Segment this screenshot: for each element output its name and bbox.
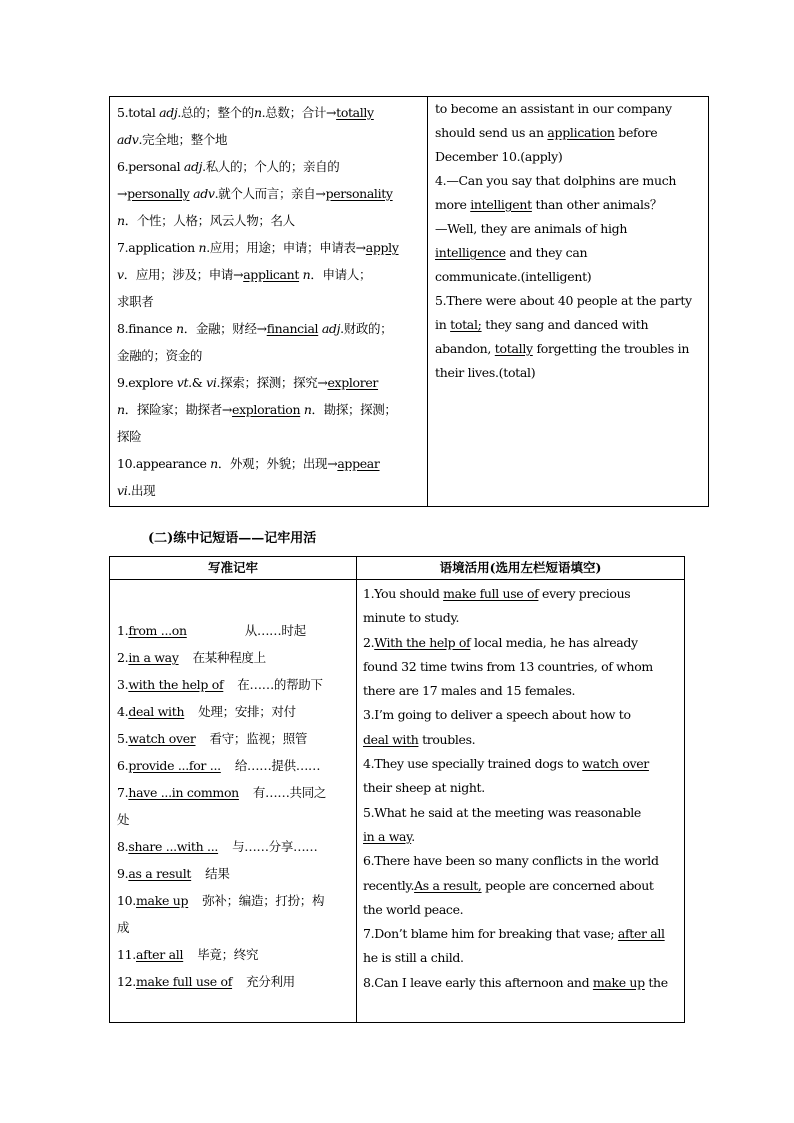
word-family-line xyxy=(117,99,423,126)
context-line xyxy=(435,193,702,217)
text-run: .完全地；整个地 xyxy=(138,132,228,147)
text-run: .总的；整个的 xyxy=(177,105,254,120)
section-heading: (二)练中记短语——记牢用活 xyxy=(148,531,317,546)
context-exercise-lines xyxy=(435,97,702,385)
context-line xyxy=(435,241,702,265)
text-run: they sang and danced with xyxy=(481,317,649,332)
part-of-speech: adv xyxy=(193,186,215,201)
answer-blank: totally xyxy=(336,105,374,120)
vocabulary-table xyxy=(109,96,709,507)
text-run: ．探险家；勘探者→ xyxy=(124,402,233,417)
text-run: 金融的；资金的 xyxy=(117,348,203,363)
word-family-line xyxy=(117,288,423,315)
word-family-column xyxy=(110,97,428,507)
phrase-item xyxy=(117,779,352,806)
answer-blank: total; xyxy=(450,317,482,332)
phrase-answer: as a result xyxy=(128,866,192,881)
text-run: 4.They use specially trained dogs to xyxy=(363,756,583,772)
text-run: to become an assistant in our company xyxy=(435,101,672,116)
phrase-context-line xyxy=(363,801,678,825)
text-run: 2. xyxy=(363,634,375,650)
word-family-line xyxy=(117,423,423,450)
text-run: 9.explore xyxy=(117,375,177,390)
phrase-meaning: 成 xyxy=(117,920,130,935)
answer-blank: apply xyxy=(365,240,399,255)
part-of-speech: vi xyxy=(206,375,217,390)
text-run: 7.Don’t blame him for breaking that vase; xyxy=(363,926,618,942)
answer-blank: appear xyxy=(337,456,380,471)
word-family-line xyxy=(117,234,423,261)
phrase-answer: with the help of xyxy=(128,677,224,692)
text-run: there are 17 males and 15 females. xyxy=(363,683,576,699)
text-run: 1.You should xyxy=(363,586,444,601)
phrase-meaning: 毕竟；终究 xyxy=(197,947,259,962)
context-line xyxy=(435,97,702,121)
phrase-meaning: 给……提供…… xyxy=(234,758,321,773)
text-run: .探索；探测；探究→ xyxy=(216,375,328,390)
phrase-table-header-right: 语境活用(选用左栏短语填空) xyxy=(357,557,685,580)
context-line xyxy=(435,289,702,313)
phrase-answer: deal with xyxy=(128,704,185,719)
phrase-context-line xyxy=(363,898,678,922)
part-of-speech: n xyxy=(210,456,218,471)
phrase-meaning: 处 xyxy=(117,812,130,827)
part-of-speech: n xyxy=(303,402,312,417)
text-run: should send us an xyxy=(435,125,548,140)
phrase-context-line xyxy=(363,606,678,630)
text-run: troubles. xyxy=(418,731,476,747)
phrase-list xyxy=(117,617,352,995)
text-run: local media, he has already xyxy=(470,634,638,650)
context-line xyxy=(435,217,702,241)
phrase-item xyxy=(117,698,352,725)
phrase-context-line xyxy=(363,971,678,995)
answer-blank: exploration xyxy=(232,402,301,417)
text-run: in xyxy=(435,317,451,332)
text-run: .总数；合计→ xyxy=(261,105,337,120)
text-run: .就个人而言；亲自→ xyxy=(214,186,326,201)
context-line xyxy=(435,121,702,145)
word-family-line xyxy=(117,450,423,477)
word-family-line xyxy=(117,126,423,153)
part-of-speech: n xyxy=(302,267,311,282)
phrase-number: 12. xyxy=(117,974,136,989)
phrase-item xyxy=(117,968,352,995)
text-run: more xyxy=(435,197,471,212)
word-family-line xyxy=(117,207,423,234)
answer-blank: intelligence xyxy=(435,245,506,260)
text-run: .应用；用途；申请；申请表→ xyxy=(206,240,366,255)
word-family-line xyxy=(117,477,423,504)
text-run: .出现 xyxy=(127,483,156,498)
phrase-number: 6. xyxy=(117,758,129,773)
phrase-item xyxy=(117,617,352,644)
word-family-line xyxy=(117,153,423,180)
phrase-item xyxy=(117,725,352,752)
phrase-item xyxy=(117,806,352,833)
text-run: before xyxy=(614,125,658,140)
text-run: 10.appearance xyxy=(117,456,211,471)
answer-blank: financial xyxy=(266,321,319,336)
text-run: their lives.(total) xyxy=(435,365,536,380)
answer-blank: application xyxy=(547,125,615,140)
phrase-number: 5. xyxy=(117,731,129,746)
word-family-line xyxy=(117,180,423,207)
word-family-line xyxy=(117,315,423,342)
word-family-lines xyxy=(117,99,423,504)
phrase-context-line xyxy=(363,703,678,727)
text-run: .财政的； xyxy=(340,321,393,336)
phrase-meaning: 充分利用 xyxy=(246,974,295,989)
context-line xyxy=(435,337,702,361)
word-family-line xyxy=(117,396,423,423)
answer-blank: after all xyxy=(617,926,665,942)
part-of-speech: adj xyxy=(159,105,178,120)
answer-blank: in a way xyxy=(363,828,412,844)
phrase-meaning: 弥补；编造；打扮；构 xyxy=(202,893,325,908)
phrase-answer: have ...in common xyxy=(128,785,239,800)
text-run: and they can xyxy=(505,245,588,260)
phrase-context-line xyxy=(363,922,678,946)
word-family-line xyxy=(117,342,423,369)
phrase-meaning: 看守；监视；照管 xyxy=(209,731,308,746)
text-run: their sheep at night. xyxy=(363,780,485,796)
text-run: the world peace. xyxy=(363,901,464,917)
phrase-item xyxy=(117,941,352,968)
phrase-number: 4. xyxy=(117,704,129,719)
text-run: 8.Can I leave early this afternoon and xyxy=(363,974,593,990)
text-run: 8.finance xyxy=(117,321,176,336)
phrase-context-line xyxy=(363,655,678,679)
phrase-context-column xyxy=(357,580,685,1023)
text-run: abandon, xyxy=(435,341,495,356)
phrase-context-lines xyxy=(363,582,678,995)
context-line xyxy=(435,265,702,289)
phrase-number: 8. xyxy=(117,839,129,854)
phrase-item xyxy=(117,914,352,941)
phrase-answer: watch over xyxy=(128,731,196,746)
answer-blank: With the help of xyxy=(374,634,471,650)
phrase-context-line xyxy=(363,776,678,800)
part-of-speech: v xyxy=(117,267,124,282)
phrase-context-line xyxy=(363,825,678,849)
text-run: he is still a child. xyxy=(363,950,464,966)
answer-blank: intelligent xyxy=(470,197,532,212)
text-run: .& xyxy=(188,375,207,390)
text-run: recently. xyxy=(363,877,415,893)
part-of-speech: adj xyxy=(183,159,203,174)
phrase-item xyxy=(117,644,352,671)
text-run: 5.What he said at the meeting was reasonable xyxy=(363,804,641,820)
part-of-speech: n xyxy=(117,402,125,417)
text-run: ．外观；外貌；出现→ xyxy=(217,456,338,471)
phrase-meaning: 在……的帮助下 xyxy=(237,677,323,692)
phrase-context-line xyxy=(363,849,678,873)
text-run: minute to study. xyxy=(363,610,460,626)
part-of-speech: vt xyxy=(176,375,189,390)
phrase-answer: after all xyxy=(135,947,184,962)
phrase-table xyxy=(109,556,685,1023)
text-run: 求职者 xyxy=(117,294,154,309)
context-line xyxy=(435,145,702,169)
text-run: 5.There were about 40 people at the party xyxy=(435,293,692,308)
answer-blank: applicant xyxy=(243,267,300,282)
text-run: the xyxy=(644,974,668,990)
phrase-meaning: 有……共同之 xyxy=(252,785,327,800)
answer-blank: explorer xyxy=(327,375,379,390)
context-line xyxy=(435,361,702,385)
text-run: . xyxy=(411,828,415,844)
text-run: —Well, they are animals of high xyxy=(435,221,628,236)
text-run: ．申请人； xyxy=(310,267,372,282)
phrase-context-line xyxy=(363,874,678,898)
part-of-speech: adj xyxy=(321,321,341,336)
phrase-item xyxy=(117,887,352,914)
phrase-meaning: 从……时起 xyxy=(244,623,306,638)
phrase-context-line xyxy=(363,728,678,752)
text-run: 4.—Can you say that dolphins are much xyxy=(435,173,677,188)
part-of-speech: vi xyxy=(117,483,128,498)
phrase-table-header-left: 写准记牢 xyxy=(110,557,357,580)
text-run: ．勘探；探测； xyxy=(311,402,397,417)
context-line xyxy=(435,313,702,337)
answer-blank: watch over xyxy=(582,756,649,772)
part-of-speech: n xyxy=(117,213,125,228)
phrase-meaning: 结果 xyxy=(205,866,230,881)
phrase-list-column xyxy=(110,580,357,1023)
text-run: 3.I’m going to deliver a speech about how to xyxy=(363,707,631,723)
word-family-line xyxy=(117,369,423,396)
phrase-number: 1. xyxy=(117,623,129,638)
phrase-meaning: 处理；安排；对付 xyxy=(198,704,296,719)
part-of-speech: adv xyxy=(117,132,139,147)
text-run: ．应用；涉及；申请→ xyxy=(123,267,244,282)
phrase-meaning: 与……分享…… xyxy=(232,839,318,854)
part-of-speech: n xyxy=(198,240,207,255)
phrase-answer: from ...on xyxy=(128,623,187,638)
text-run: people are concerned about xyxy=(481,877,654,893)
phrase-number: 9. xyxy=(117,866,129,881)
text-run: communicate.(intelligent) xyxy=(435,269,592,284)
phrase-number: 10. xyxy=(117,893,136,908)
phrase-answer: provide ...for ... xyxy=(128,758,221,773)
phrase-item xyxy=(117,671,352,698)
text-run: ．个性；人格；风云人物；名人 xyxy=(124,213,295,228)
answer-blank: personality xyxy=(325,186,393,201)
phrase-item xyxy=(117,860,352,887)
context-line xyxy=(435,169,702,193)
phrase-number: 3. xyxy=(117,677,129,692)
phrase-meaning: 在某种程度上 xyxy=(192,650,266,665)
context-exercise-column xyxy=(428,97,709,507)
phrase-context-line xyxy=(363,752,678,776)
phrase-context-line xyxy=(363,679,678,703)
part-of-speech: n xyxy=(175,321,184,336)
phrase-answer: in a way xyxy=(128,650,179,665)
word-family-line xyxy=(117,261,423,288)
answer-blank: deal with xyxy=(363,731,419,747)
text-run: December 10.(apply) xyxy=(435,149,563,164)
text-run: .私人的；个人的；亲自的 xyxy=(202,159,340,174)
phrase-number: 11. xyxy=(117,947,136,962)
phrase-context-line xyxy=(363,582,678,606)
answer-blank: personally xyxy=(127,186,190,201)
text-run: 探险 xyxy=(117,429,142,444)
text-run: 6.personal xyxy=(117,159,184,174)
text-run: 5.total xyxy=(117,105,160,120)
text-run: forgetting the troubles in xyxy=(532,341,690,356)
phrase-item xyxy=(117,833,352,860)
phrase-context-line xyxy=(363,631,678,655)
phrase-context-line xyxy=(363,946,678,970)
answer-blank: make up xyxy=(592,974,645,990)
phrase-item xyxy=(117,752,352,779)
phrase-number: 7. xyxy=(117,785,129,800)
answer-blank: As a result, xyxy=(414,877,482,893)
text-run: → xyxy=(117,186,128,201)
answer-blank: totally xyxy=(494,341,533,356)
phrase-answer: make up xyxy=(135,893,189,908)
phrase-answer: share ...with ... xyxy=(128,839,219,854)
phrase-answer: make full use of xyxy=(135,974,233,989)
part-of-speech: n xyxy=(253,105,262,120)
text-run: ．金融；财经→ xyxy=(183,321,267,336)
text-run: 6.There have been so many conflicts in the world xyxy=(363,853,659,869)
text-run: than other animals？ xyxy=(531,197,663,212)
text-run: found 32 time twins from 13 countries, of whom xyxy=(363,658,653,674)
phrase-number: 2. xyxy=(117,650,129,665)
text-run: 7.application xyxy=(117,240,199,255)
text-run: every precious xyxy=(538,586,631,601)
answer-blank: make full use of xyxy=(443,586,539,601)
